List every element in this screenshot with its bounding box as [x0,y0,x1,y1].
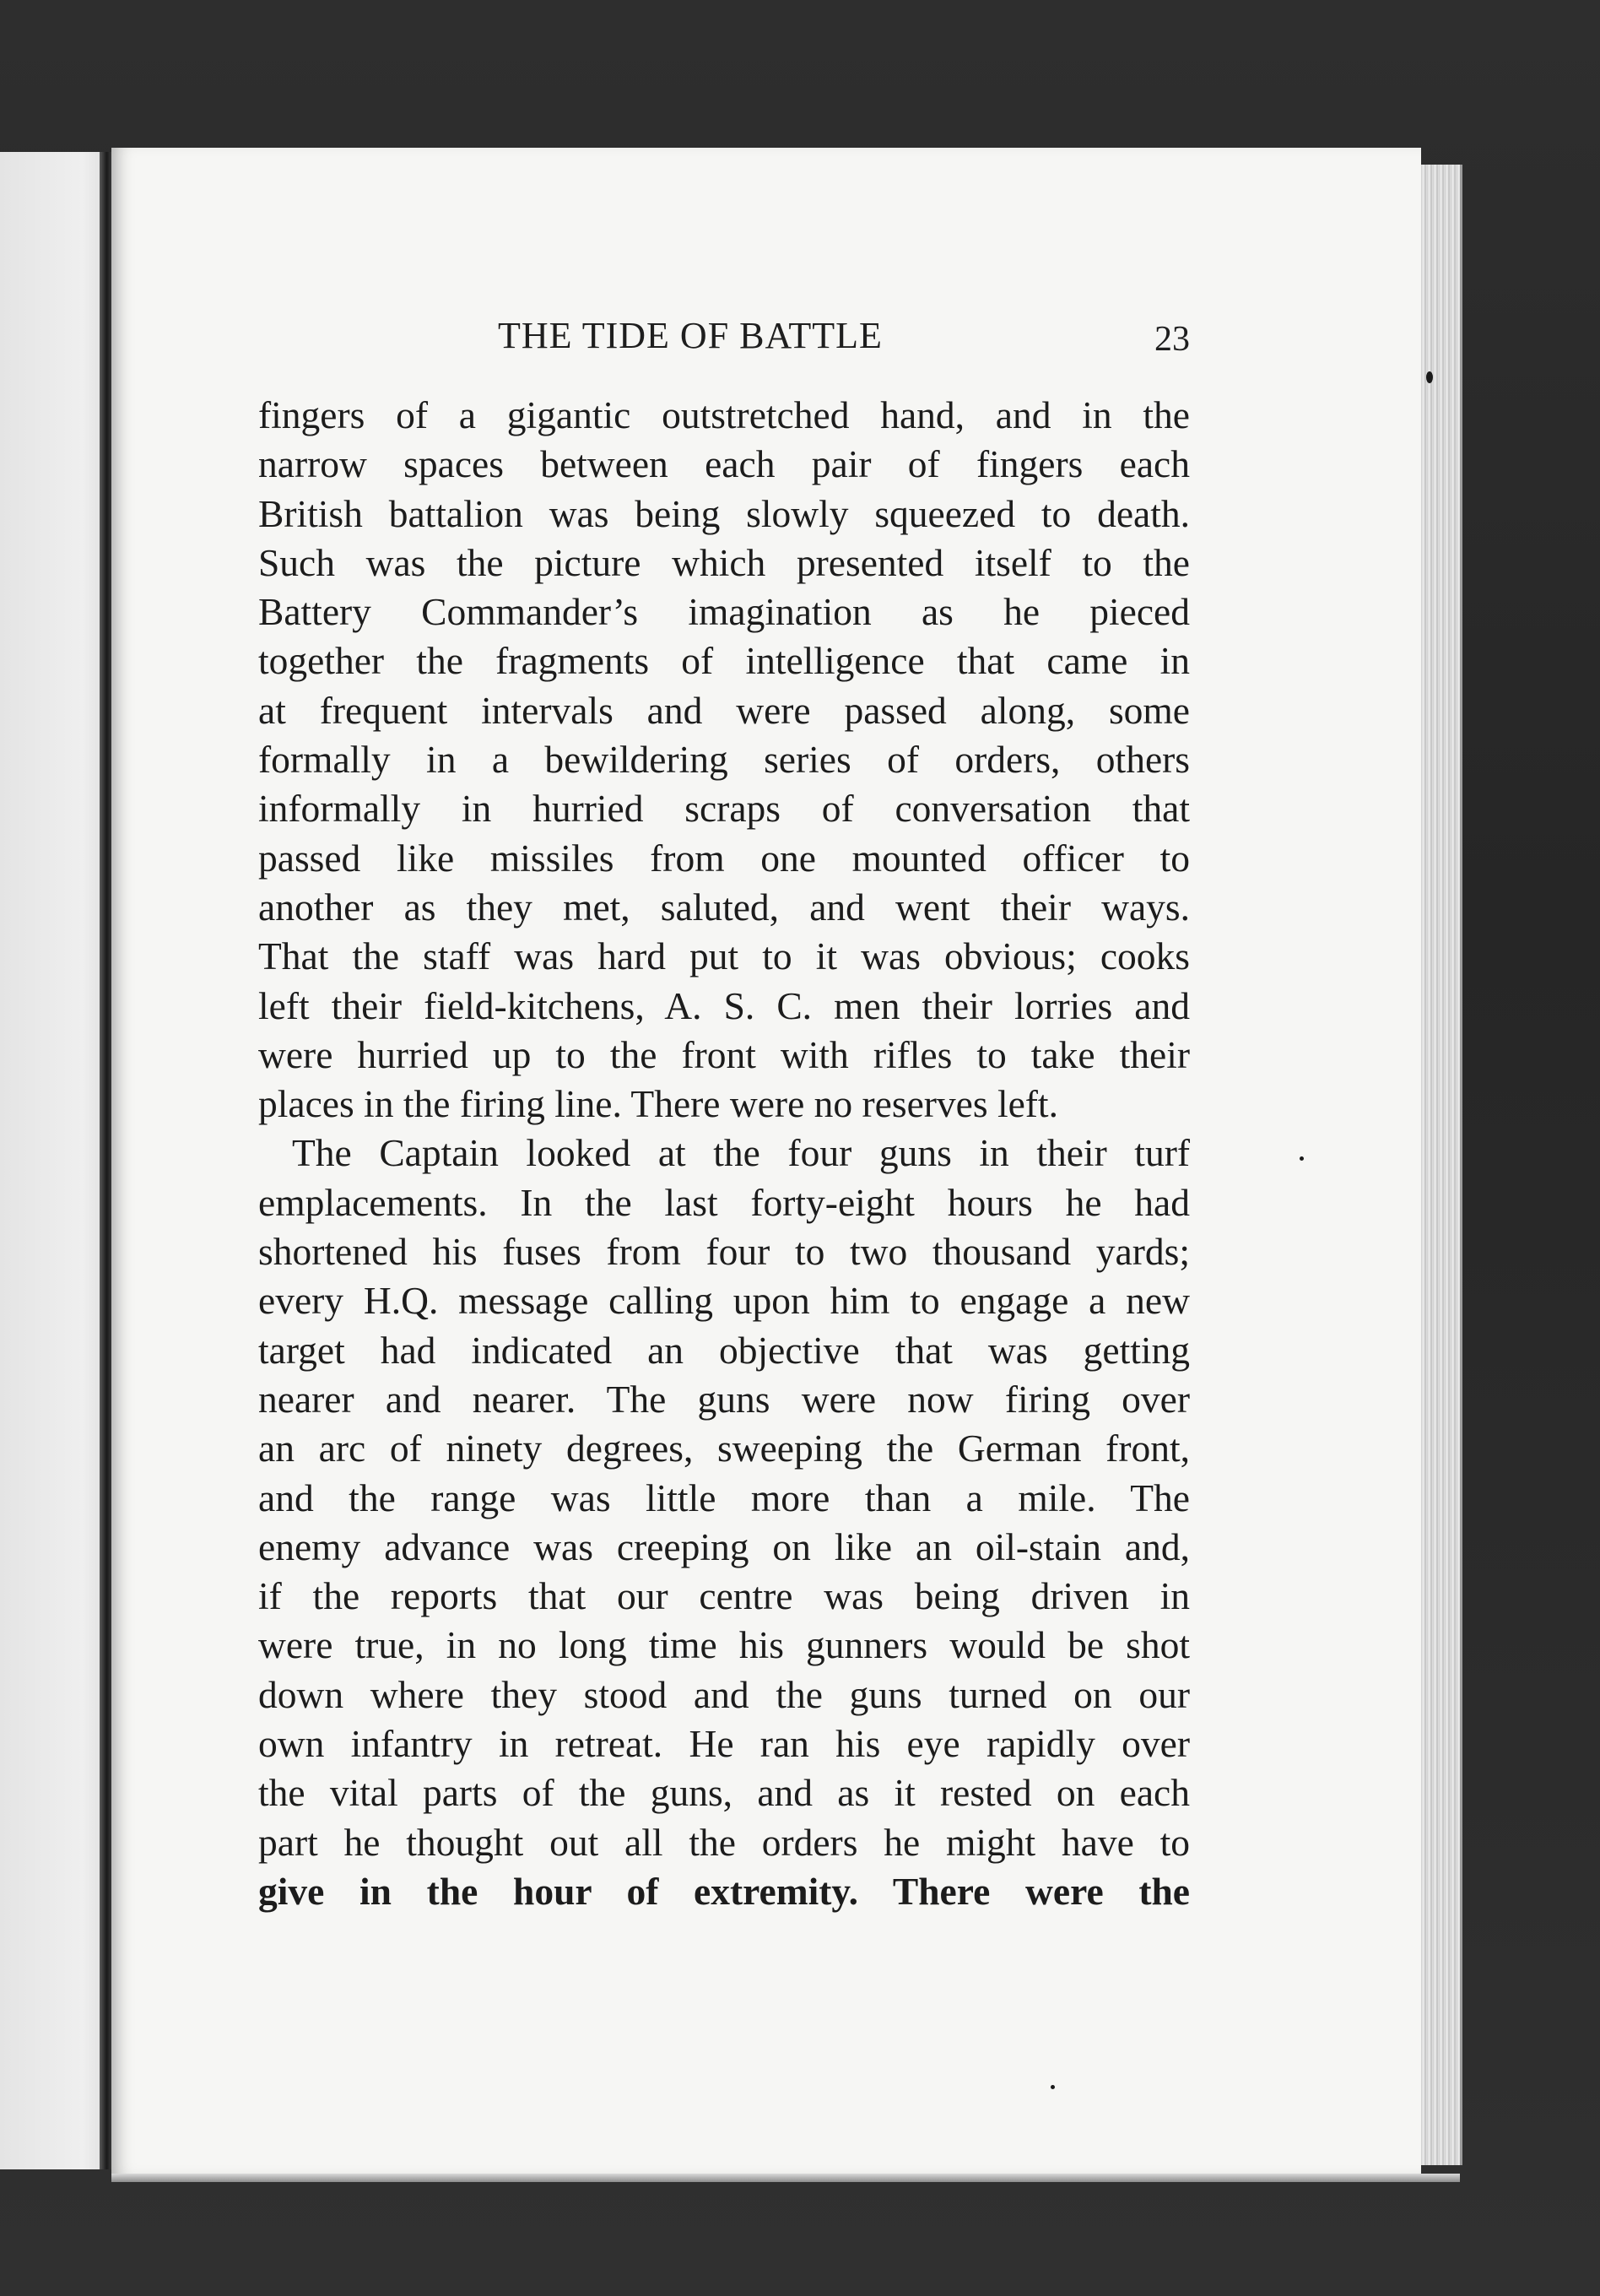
running-head [262,314,1190,373]
text-line: formally in a bewildering series of orders, others [258,738,1190,782]
text-line: part he thought out all the orders he might have to [258,1820,1190,1864]
text-line: informally in hurried scraps of conversation that [258,787,1190,831]
text-line: nearer and nearer. The guns were now firing over [258,1377,1190,1421]
running-head-title: THE TIDE OF BATTLE [498,315,883,356]
text-line: places in the firing line. There were no reserves left. [258,1082,1058,1126]
text-line: enemy advance was creeping on like an oil-stain and, [258,1524,1190,1568]
ink-speck [1051,2085,1055,2089]
text-line: if the reports that our centre was being driven in [258,1574,1190,1618]
text-line: own infantry in retreat. He ran his eye rapidly over [258,1722,1190,1766]
text-line: at frequent intervals and were passed along, some [258,688,1190,732]
text-line: emplacements. In the last forty-eight hours he had [258,1180,1190,1224]
page-number: 23 [1154,320,1190,359]
text-line: The Captain looked at the four guns in their turf [292,1131,1190,1175]
text-line: fingers of a gigantic outstretched hand, and in the [258,393,1190,436]
text-line: were true, in no long time his gunners would be shot [258,1623,1190,1667]
text-line: Such was the picture which presented itself to the [258,540,1190,584]
text-line: the vital parts of the guns, and as it rested on each [258,1771,1190,1815]
page-stack-edge [1421,165,1462,2165]
text-line: narrow spaces between each pair of fingers each [258,442,1190,486]
page-bottom-edge [111,2174,1460,2182]
text-line: Battery Commander’s imagination as he pieced [258,590,1190,634]
text-line: an arc of ninety degrees, sweeping the German front, [258,1427,1190,1470]
text-line: left their field-kitchens, A. S. C. men their lorries and [258,983,1190,1027]
text-line: target had indicated an objective that was getting [258,1328,1190,1372]
book-gutter [100,152,111,2169]
text-line: down where they stood and the guns turned on our [258,1672,1190,1716]
text-line: together the fragments of intelligence that came in [258,639,1190,683]
text-line: and the range was little more than a mile. The [258,1476,1190,1519]
text-line: were hurried up to the front with rifles to take their [258,1032,1190,1076]
text-line: every H.Q. message calling upon him to engage a new [258,1279,1190,1323]
ink-speck [1426,371,1433,383]
text-line: another as they met, saluted, and went their ways. [258,885,1190,929]
ink-speck [1300,1156,1304,1161]
text-line: British battalion was being slowly squeezed to death. [258,491,1190,535]
text-line: That the staff was hard put to it was obvious; cooks [258,934,1190,978]
text-line: give in the hour of extremity. There were the [258,1869,1190,1913]
body-text [258,391,1190,1916]
text-line: shortened his fuses from four to two thousand yards; [258,1230,1190,1274]
text-line: passed like missiles from one mounted officer to [258,836,1190,880]
